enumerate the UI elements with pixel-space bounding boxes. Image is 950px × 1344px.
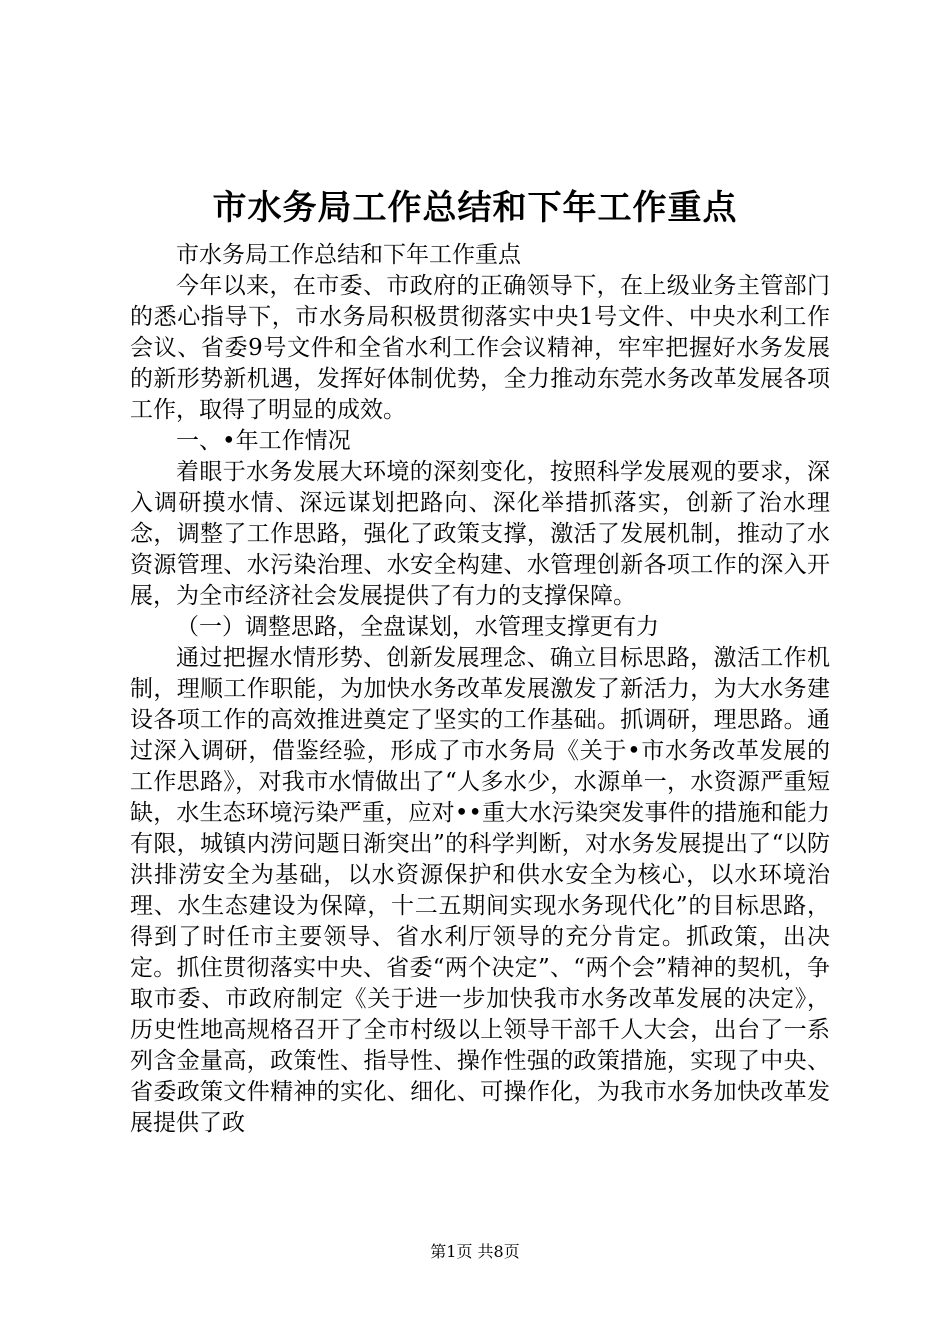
document-title: 市水务局工作总结和下年工作重点 <box>212 188 738 228</box>
page-number-footer: 第1页 共8页 <box>430 1242 520 1261</box>
paragraph-intro: 今年以来，在市委、市政府的正确领导下，在上级业务主管部门的悉心指导下，市水务局积极贯彻落实中央1号文件、中央水利工作会议、省委9号文件和全省水利工作会议精神，牢牢把握好水务发展的新形势新机遇，发挥好体制优势，全力推动东莞水务改革发展各项工作，取得了明显的成效。 <box>130 273 830 423</box>
document-body <box>130 240 830 1139</box>
paragraph-details: 通过把握水情形势、创新发展理念、确立目标思路，激活工作机制，理顺工作职能，为加快水务改革发展激发了新活力，为大水务建设各项工作的高效推进奠定了坚实的工作基础。抓调研，理思路。通过深入调研，借鉴经验，形成了市水务局《关于•市水务改革发展的工作思路》，对我市水情做出了“人多水少，水源单一，水资源严重短缺，水生态环境污染严重，应对••重大水污染突发事件的措施和能力有限，城镇内涝问题日渐突出”的科学判断，对水务发展提出了“以防洪排涝安全为基础，以水资源保护和供水安全为核心，以水环境治理、水生态建设为保障，十二五期间实现水务现代化”的目标思路，得到了时任市主要领导、省水利厅领导的充分肯定。抓政策，出决定。抓住贯彻落实中央、省委“两个决定”、“两个会”精神的契机，争取市委、市政府制定《关于进一步加快我市水务改革发展的决定》，历史性地高规格召开了全市村级以上领导干部千人大会，出台了一系列含金量高，政策性、指导性、操作性强的政策措施，实现了中央、省委政策文件精神的实化、细化、可操作化，为我市水务加快改革发展提供了政 <box>130 645 830 1136</box>
paragraph-overview: 着眼于水务发展大环境的深刻变化，按照科学发展观的要求，深入调研摸水情、深远谋划把路向、深化举措抓落实，创新了治水理念，调整了工作思路，强化了政策支撑，激活了发展机制，推动了水资源管理、水污染治理、水安全构建、水管理创新各项工作的深入开展，为全市经济社会发展提供了有力的支撑保障。 <box>130 459 830 609</box>
subsection-heading: （一）调整思路，全盘谋划，水管理支撑更有力 <box>176 614 659 640</box>
section-heading: 一、•年工作情况 <box>176 428 351 454</box>
paragraph-subtitle: 市水务局工作总结和下年工作重点 <box>176 242 521 268</box>
